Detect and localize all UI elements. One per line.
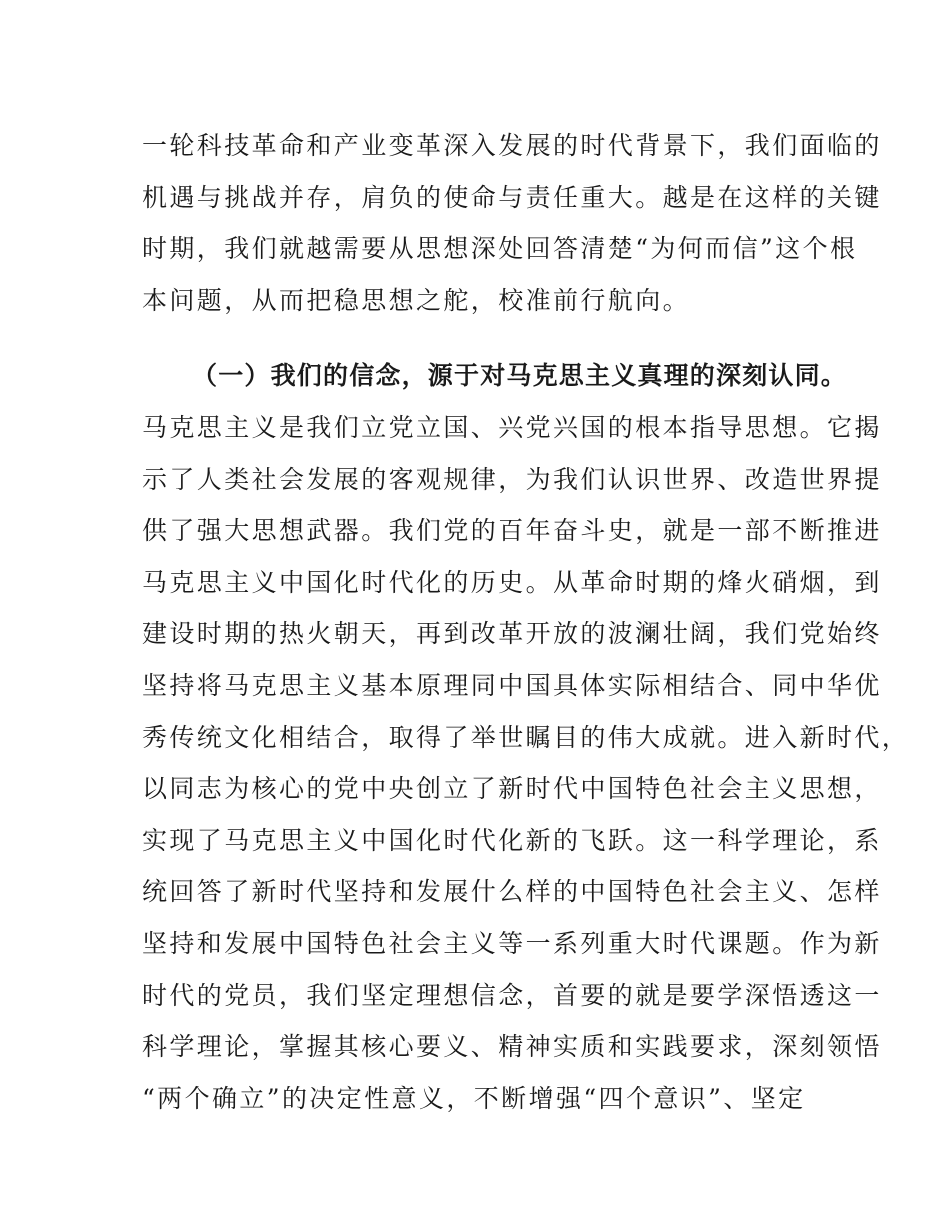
- text-line: 机遇与挑战并存，肩负的使命与责任重大。越是在这样的关键: [142, 182, 882, 212]
- text-line: 以同志为核心的党中央创立了新时代中国特色社会主义思想，: [142, 774, 882, 804]
- text-line: 坚持将马克思主义基本原理同中国具体实际相结合、同中华优: [142, 670, 882, 700]
- text-line: 统回答了新时代坚持和发展什么样的中国特色社会主义、怎样: [142, 877, 882, 907]
- section-heading: （一）我们的信念，源于对马克思主义真理的深刻认同。: [192, 361, 848, 391]
- text-line: 实现了马克思主义中国化时代化新的飞跃。这一科学理论，系: [142, 825, 882, 855]
- text-line: 一轮科技革命和产业变革深入发展的时代背景下，我们面临的: [142, 131, 882, 160]
- text-line: 示了人类社会发展的客观规律，为我们认识世界、改造世界提: [142, 464, 882, 494]
- text-line: 建设时期的热火朝天，再到改革开放的波澜壮阔，我们党始终: [142, 619, 882, 649]
- document-body: [142, 120, 910, 1124]
- section-marxism: [142, 350, 910, 1124]
- text-line: 坚持和发展中国特色社会主义等一系列重大时代课题。作为新: [142, 928, 882, 958]
- text-line: 秀传统文化相结合，取得了举世瞩目的伟大成就。进入新时代，: [142, 722, 910, 752]
- text-line: 马克思主义中国化时代化的历史。从革命时期的烽火硝烟，到: [142, 567, 882, 597]
- text-line: 科学理论，掌握其核心要义、精神实质和实践要求，深刻领悟: [142, 1032, 882, 1062]
- paragraph-intro: [142, 120, 882, 326]
- text-line: 时期，我们就越需要从思想深处回答清楚“为何而信”这个根: [142, 234, 858, 264]
- text-line: 本问题，从而把稳思想之舵，校准前行航向。: [142, 285, 691, 315]
- text-line: 供了强大思想武器。我们党的百年奋斗史，就是一部不断推进: [142, 516, 882, 546]
- paragraph-spacer: [142, 326, 822, 350]
- text-line: 马克思主义是我们立党立国、兴党兴国的根本指导思想。它揭: [142, 412, 882, 442]
- text-line: “两个确立”的决定性意义，不断增强“四个意识”、坚定: [142, 1083, 806, 1113]
- text-line: 时代的党员，我们坚定理想信念，首要的就是要学深悟透这一: [142, 980, 882, 1010]
